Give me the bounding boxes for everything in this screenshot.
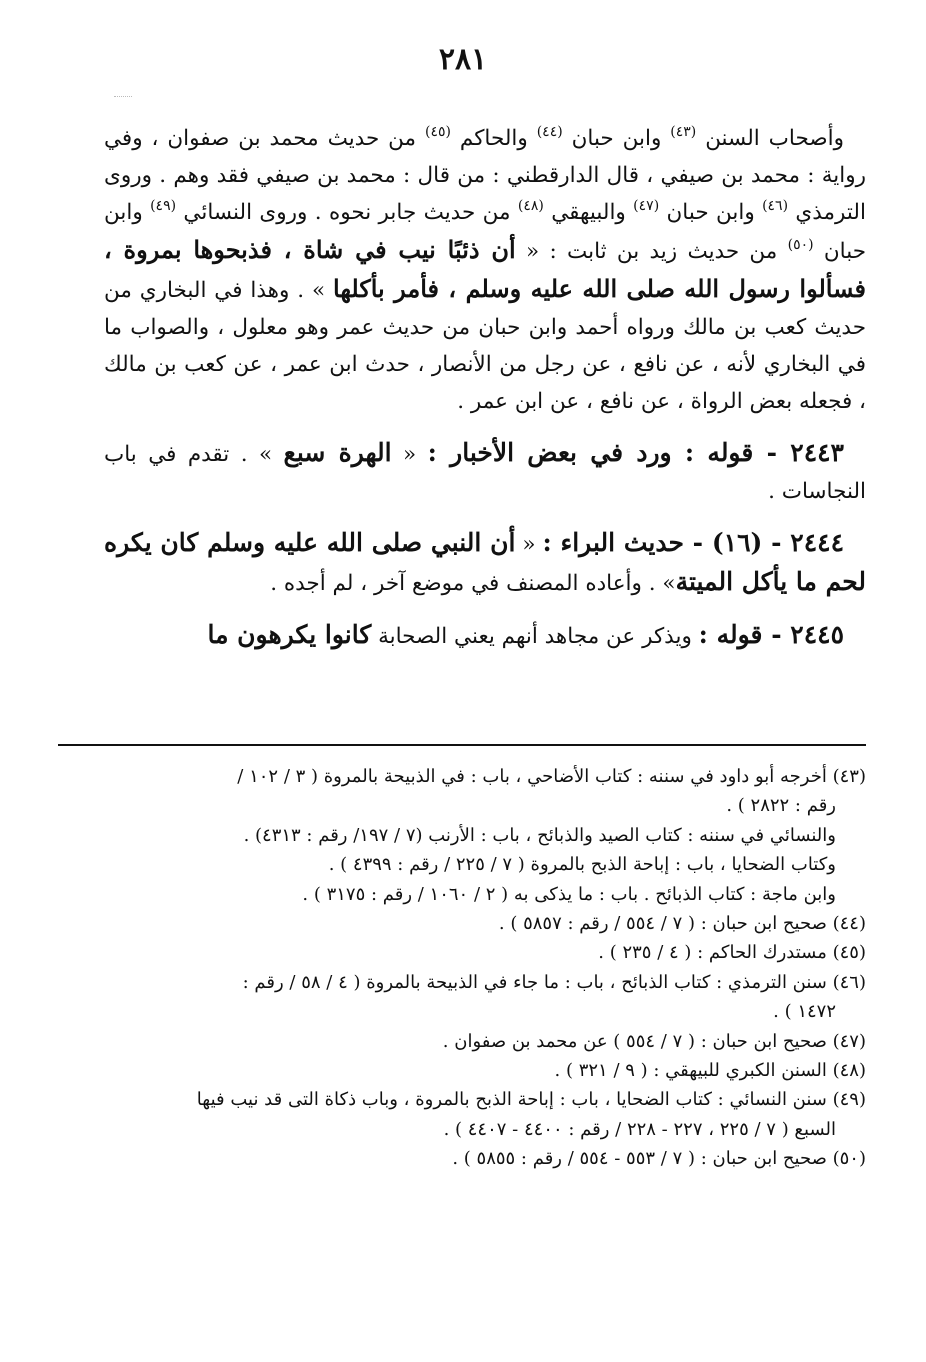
footnote-continuation: ١٤٧٢ ) . [773, 1001, 836, 1023]
paragraph-1 [104, 120, 866, 420]
text-run: والبيهقي [551, 200, 626, 225]
footnote-43-nasai: والنسائي في سننه : كتاب الصيد والذبائح ، باب : الأرنب (٧ / ١٩٧/ رقم : ٤٣١٣) . [243, 824, 836, 846]
scan-mark [114, 96, 132, 101]
text-run: ويذكر عن مجاهد أنهم يعني الصحابة [378, 624, 692, 649]
footnote-ref[interactable]: (٤٤) [536, 124, 563, 140]
footnote-ref[interactable]: (٤٥) [424, 124, 451, 140]
footnote-divider [58, 744, 866, 746]
footnote-text: (٤٩) سنن النسائي : كتاب الضحايا ، باب : إباحة الذبح بالمروة ، وباب ذكاة التى قد نيب فيها [196, 1089, 866, 1111]
text-run: وابن حبان [104, 200, 867, 264]
footnote-ref[interactable]: (٤٣) [670, 124, 697, 140]
footnote-45: (٤٥) مستدرك الحاكم : ( ٤ / ٢٣٥ ) . [598, 942, 866, 964]
entry-heading: ٢٤٤٤ - (١٦) - حديث البراء : [542, 528, 845, 557]
footnote-47: (٤٧) صحيح ابن حبان : ( ٧ / ٥٥٤ ) عن محمد بن صفوان . [442, 1030, 866, 1052]
entry-heading: ٢٤٤٣ - قوله : ورد في بعض الأخبار : [427, 438, 844, 467]
footnote-ref[interactable]: (٥٠) [787, 237, 814, 253]
hadith-quote: الهرة سبع [283, 438, 392, 467]
footnote-continuation: رقم : ٢٨٢٢ ) . [726, 795, 836, 817]
entry-heading: ٢٤٤٥ - قوله : [698, 620, 844, 649]
text-run: والحاكم [459, 126, 528, 151]
footnote-50: (٥٠) صحيح ابن حبان : ( ٧ / ٥٥٣ - ٥٥٤ / رقم : ٥٨٥٥ ) . [452, 1148, 866, 1170]
text-run: » . وهذا في البخاري من حديث كعب بن مالك ورواه أحمد وابن حبان من حديث عمر وهو معلول ، والصواب ما في البخاري لأنه ، عن نافع ، عن رجل من الأنصار ، حدث ابن عمر ، عن كعب بن مالك ، فجعله بعض الرواة ، عن نافع ، عن ابن عمر . [104, 278, 866, 414]
footnote-43-dahaya: وكتاب الضحايا ، باب : إباحة الذبح بالمروة ( ٧ / ٢٢٥ / رقم : ٤٣٩٩ ) . [328, 854, 836, 876]
hadith-quote: كانوا يكرهون ما [207, 620, 372, 649]
text-run: من حديث زيد بن ثابت : « [526, 239, 778, 264]
text-run: » . وأعاده المصنف في موضع آخر ، لم أجده . [270, 571, 676, 596]
footnote-text: (٤٣) أخرجه أبو داود في سننه : كتاب الأضاحي ، باب : في الذبيحة بالمروة ( ٣ / ١٠٢ / [237, 766, 866, 787]
hadith-quote: أن النبي صلى الله عليه وسلم كان يكره لحم ما يأكل الميتة [104, 528, 866, 596]
footnote-43 [104, 762, 866, 821]
main-text [104, 120, 866, 655]
entry-2445 [104, 616, 866, 655]
hadith-quote: أن ذئبًا نيب في شاة ، فذبحوها بمروة ، فسألوا رسول الله صلى الله عليه وسلم ، فأمر بأكلها [104, 235, 866, 303]
footnote-43-ibnmajah: وابن ماجة : كتاب الذبائح . باب : ما يذكى به ( ٢ / ١٠٦٠ / رقم : ٣١٧٥ ) . [302, 883, 836, 905]
text-run: من حديث جابر نحوه . وروى النسائي [183, 200, 511, 225]
footnote-ref[interactable]: (٤٨) [517, 198, 544, 214]
footnote-text: (٤٦) سنن الترمذي : كتاب الذبائح ، باب : ما جاء في الذبيحة بالمروة ( ٤ / ٥٨ / رقم : [242, 971, 866, 993]
page-number: ٢٨١ [438, 42, 488, 77]
entry-2443 [104, 434, 866, 510]
footnote-44: (٤٤) صحيح ابن حبان : ( ٧ / ٥٥٤ / رقم : ٥٨٥٧ ) . [498, 913, 866, 935]
footnote-ref[interactable]: (٤٩) [150, 198, 177, 214]
text-run: وأصحاب السنن [705, 126, 844, 151]
footnote-ref[interactable]: (٤٧) [633, 198, 660, 214]
footnote-46 [104, 968, 866, 1027]
text-run: » . تقدم في باب النجاسات . [104, 442, 866, 504]
text-run: من حديث محمد بن صفوان ، وفي رواية : محمد بن صيفي ، قال الدارقطني : من قال : محمد بن صيفي فقد وهم . وروى الترمذي [104, 126, 866, 225]
text-run: وابن حبان [666, 200, 755, 225]
footnotes [104, 762, 866, 1174]
quote-mark: « [522, 532, 536, 557]
entry-2444 [104, 524, 866, 602]
footnote-49 [104, 1085, 866, 1144]
footnote-48: (٤٨) السنن الكبري للبيهقي : ( ٩ / ٣٢١ ) . [554, 1060, 866, 1082]
footnote-continuation: السبع ( ٧ / ٢٢٥ ، ٢٢٧ - ٢٢٨ / رقم : ٤٤٠٠ - ٤٤٠٧ ) . [443, 1118, 836, 1140]
footnote-ref[interactable]: (٤٦) [762, 198, 789, 214]
quote-mark: « [403, 442, 417, 467]
text-run: وابن حبان [571, 126, 662, 151]
